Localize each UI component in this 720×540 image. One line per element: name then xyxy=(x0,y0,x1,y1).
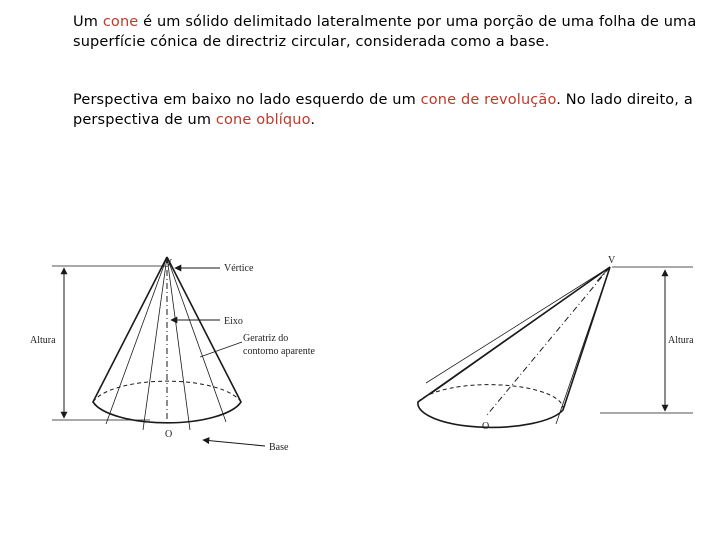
right-base-hidden-arc xyxy=(418,385,563,410)
cones-figure xyxy=(0,235,720,540)
left-cone xyxy=(52,257,265,446)
right-altura-label: Altura xyxy=(668,335,694,346)
eixo-label: Eixo xyxy=(224,316,243,327)
left-altura-label: Altura xyxy=(30,335,56,346)
term-cone: cone xyxy=(102,14,139,30)
right-vertex-label: V xyxy=(608,255,616,266)
right-cone-outline xyxy=(418,267,610,427)
base-label: Base xyxy=(269,442,289,453)
para2-text-start: Perspectiva em baixo no lado esquerdo de um xyxy=(73,92,421,108)
right-center-label: O xyxy=(482,421,490,432)
left-cone-labels xyxy=(30,258,315,453)
geratriz-label-line2: contorno aparente xyxy=(243,346,315,357)
left-generatrix-2 xyxy=(143,257,167,430)
para1-text-start: Um xyxy=(73,14,103,30)
left-center-label: O xyxy=(165,429,173,440)
left-generatrix-3 xyxy=(167,257,190,430)
para2-text-end: . xyxy=(310,111,316,128)
left-vertex-label: V xyxy=(165,258,173,269)
para1-text-end: é um sólido delimitado lateralmente por uma porção de uma folha de uma superfície cónica de directriz circular, considerada como a base. xyxy=(73,14,697,50)
geratriz-label-line1: Geratriz do xyxy=(243,333,289,344)
perspective-paragraph xyxy=(73,91,703,130)
term-cone-obliquo: cone oblíquo xyxy=(215,111,311,128)
term-cone-de-revolucao: cone de revolução xyxy=(420,92,557,108)
base-leader-arrow xyxy=(203,440,265,446)
para2-text-middle: . No lado direito, a perspectiva de um xyxy=(73,92,693,128)
right-cone xyxy=(418,267,693,427)
intro-paragraph xyxy=(73,13,703,52)
right-generatrix-1 xyxy=(426,267,610,383)
left-generatrix-4 xyxy=(167,257,226,422)
left-generatrix-1 xyxy=(106,257,167,424)
right-generatrix-3 xyxy=(556,267,610,424)
geratriz-leader-line xyxy=(200,342,242,357)
vertice-label: Vértice xyxy=(224,263,254,274)
